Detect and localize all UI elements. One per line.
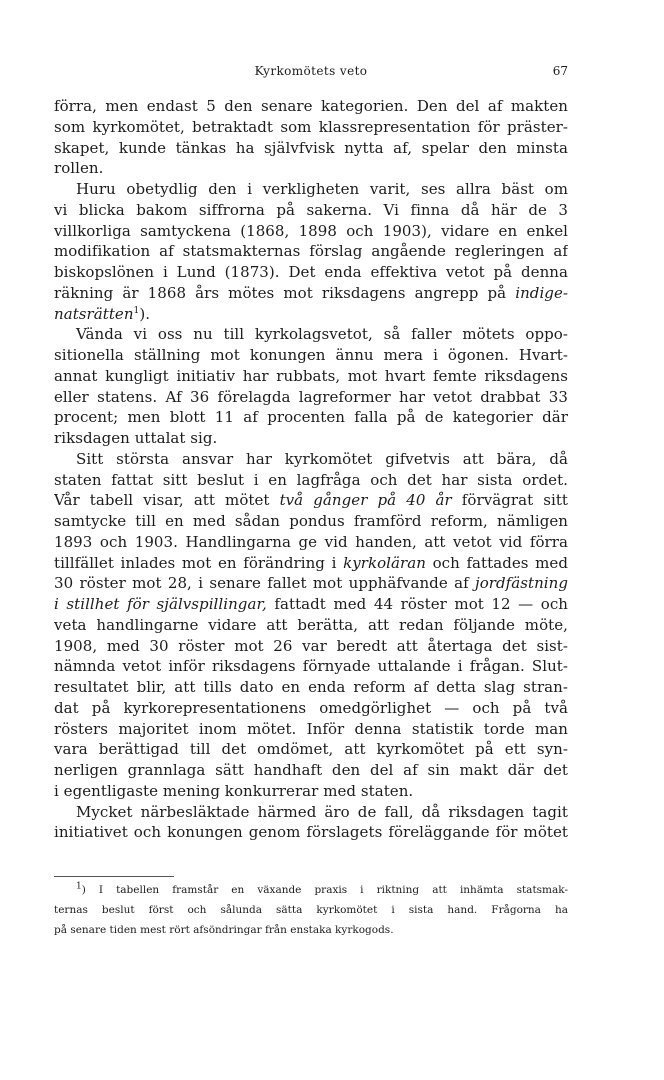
- text-line: tillfället inlades mot en förändring i kyrkoläran och fattades med: [54, 553, 568, 572]
- text-line: dat på kyrkorepresentationens omedgörlighet — och på två: [54, 698, 568, 717]
- text-line: 1893 och 1903. Handlingarna ge vid handen, att vetot vid förra: [54, 532, 568, 551]
- text-line: rösters majoritet inom mötet. Inför denna statistik torde man: [54, 719, 568, 738]
- page-number: 67: [552, 64, 568, 78]
- text-line: Sitt största ansvar har kyrkomötet gifvetvis att bära, då: [76, 449, 568, 468]
- text-line: 30 röster mot 28, i senare fallet mot upphäfvande af jordfästning: [54, 574, 568, 593]
- footnotes: [54, 880, 568, 940]
- text-line: annat kungligt initiativ har rubbats, mot hvart femte riksdagens: [54, 366, 568, 385]
- text-line: sitionella ställning mot konungen ännu mera i ögonen. Hvart-: [54, 346, 568, 364]
- text-line: Vända vi oss nu till kyrkolagsvetot, så faller mötets oppo-: [76, 325, 568, 344]
- text-line: 1908, med 30 röster mot 26 var beredt att återtaga det sist-: [54, 636, 568, 655]
- text-line: Vår tabell visar, att mötet två gånger på 40 år förvägrat sitt: [54, 491, 568, 510]
- body-text: [54, 96, 568, 843]
- text-line: nämnda vetot inför riksdagens förnyade uttalande i frågan. Slut-: [54, 657, 568, 676]
- text-line: biskopslönen i Lund (1873). Det enda effektiva vetot på denna: [54, 263, 568, 281]
- text-line: natsrätten$^1$).: [54, 304, 151, 323]
- text-line: i egentligaste mening konkurrerar med staten.: [54, 781, 414, 800]
- footnote-line: $^1$) I tabellen framstår en växande praxis i riktning att inhämta statsmak-: [76, 881, 568, 896]
- text-line: procent; men blott 11 af procenten falla på de kategorier där: [54, 408, 568, 427]
- text-line: samtycke till en med sådan pondus framförd reform, nämligen: [54, 512, 568, 530]
- text-line: räkning är 1868 års mötes mot riksdagens angrepp på indige-: [54, 283, 568, 302]
- text-line: förra, men endast 5 den senare kategorien. Den del af makten: [54, 97, 568, 115]
- text-line: i stillhet för självspillingar, fattadt med 44 röster mot 12 — och: [54, 595, 568, 613]
- text-line: veta handlingarne vidare att berätta, att redan följande möte,: [54, 615, 568, 634]
- text-line: riksdagen uttalat sig.: [54, 429, 218, 447]
- text-line: vara berättigad till det omdömet, att kyrkomötet på ett syn-: [54, 740, 568, 759]
- text-line: modifikation af statsmakternas förslag angående regleringen af: [54, 242, 568, 261]
- footnote-line: ternas beslut först och sålunda sätta kyrkomötet i sista hand. Frågorna ha: [54, 904, 568, 916]
- text-line: initiativet och konungen genom förslagets föreläggande för mötet: [54, 823, 568, 842]
- running-title: Kyrkomötets veto: [254, 64, 368, 78]
- text-line: Huru obetydlig den i verkligheten varit, ses allra bäst om: [76, 180, 568, 198]
- text-line: resultatet blir, att tills dato en enda reform af detta slag stran-: [54, 678, 568, 696]
- footnote-line: på senare tiden mest rört afsöndringar från enstaka kyrkogods.: [54, 924, 394, 936]
- text-line: vi blicka bakom siffrorna på sakerna. Vi finna då här de 3: [54, 200, 568, 219]
- text-line: eller statens. Af 36 förelagda lagreformer har vetot drabbat 33: [54, 387, 568, 406]
- text-line: skapet, kunde tänkas ha självfvisk nytta af, spelar den minsta: [54, 138, 568, 157]
- footnote-rule: [54, 876, 174, 877]
- text-line: som kyrkomötet, betraktadt som klassrepresentation för präster-: [54, 117, 568, 136]
- text-line: staten fattat sitt beslut i en lagfråga och det har sista ordet.: [54, 470, 568, 489]
- footnote-marker: 1: [133, 305, 140, 316]
- text-line: nerligen grannlaga sätt handhaft den del af sin makt där det: [54, 761, 568, 779]
- footnote-number: 1: [76, 881, 82, 892]
- running-head: [54, 64, 568, 84]
- text-line: villkorliga samtyckena (1868, 1898 och 1903), vidare en enkel: [54, 221, 568, 240]
- text-line: rollen.: [54, 159, 104, 178]
- text-line: Mycket närbesläktade härmed äro de fall, då riksdagen tagit: [76, 802, 568, 821]
